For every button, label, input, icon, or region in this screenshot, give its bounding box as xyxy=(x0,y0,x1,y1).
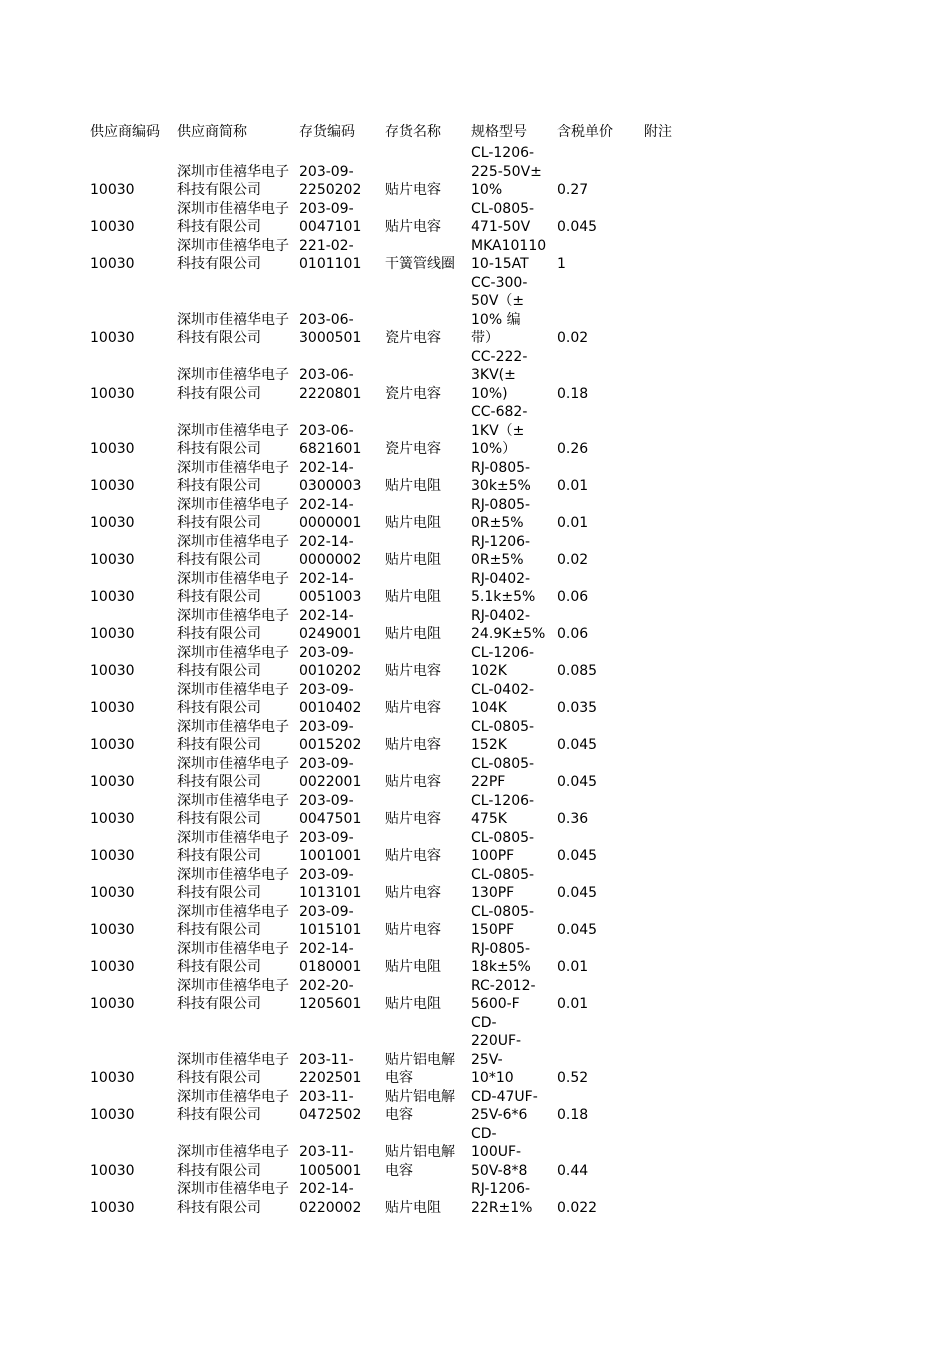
inventory-code-cell: 202-14- 0051003 xyxy=(299,570,362,605)
inventory-name-cell: 瓷片电容 xyxy=(385,385,441,402)
unit-price-cell: 0.045 xyxy=(557,885,598,901)
table-row xyxy=(90,1180,724,1217)
inventory-code-cell: 203-09- 0010202 xyxy=(299,644,362,679)
supplier-code-cell: 10030 xyxy=(90,700,135,716)
table-row xyxy=(90,681,724,718)
unit-price-cell: 0.02 xyxy=(557,552,589,568)
spec-model-cell: RJ-1206- 0R±5% xyxy=(471,533,531,568)
inventory-name-cell: 贴片铝电解 电容 xyxy=(385,1088,455,1123)
unit-price-cell: 0.045 xyxy=(557,922,598,938)
header-spec-model: 规格型号 xyxy=(471,124,527,140)
inventory-code-cell: 202-14- 0300003 xyxy=(299,459,362,494)
inventory-name-cell: 贴片电容 xyxy=(385,885,441,901)
table-row xyxy=(90,144,724,200)
unit-price-cell: 0.36 xyxy=(557,811,589,827)
inventory-code-cell: 203-09- 0047101 xyxy=(299,200,362,235)
inventory-name-cell: 贴片电阻 xyxy=(385,478,441,494)
inventory-code-cell: 203-11- 1005001 xyxy=(299,1144,362,1179)
inventory-code-cell: 202-14- 0220002 xyxy=(299,1181,362,1216)
inventory-name-cell: 干簧管线圈 xyxy=(385,256,455,272)
supplier-code-cell: 10030 xyxy=(90,885,135,901)
table-row xyxy=(90,403,724,459)
inventory-name-cell: 瓷片电容 xyxy=(385,330,441,346)
supplier-code-cell: 10030 xyxy=(90,330,135,346)
supplier-code-cell: 10030 xyxy=(90,1070,135,1086)
inventory-code-cell: 203-06- 3000501 xyxy=(299,311,362,346)
table-row xyxy=(90,644,724,681)
table-header xyxy=(90,122,724,144)
supplier-code-cell: 10030 xyxy=(90,737,135,753)
spec-model-cell: CL-0805- 130PF xyxy=(471,866,535,901)
supplier-name-cell: 深圳市佳禧华电子 科技有限公司 xyxy=(177,607,289,642)
unit-price-cell: 0.06 xyxy=(557,626,589,642)
table-row xyxy=(90,570,724,607)
inventory-code-cell: 202-14- 0000002 xyxy=(299,533,362,568)
supplier-code-cell: 10030 xyxy=(90,774,135,790)
table-row xyxy=(90,1088,724,1125)
supplier-code-cell: 10030 xyxy=(90,478,135,494)
unit-price-cell: 0.045 xyxy=(557,737,598,753)
unit-price-cell: 0.085 xyxy=(557,663,598,679)
unit-price-cell: 0.045 xyxy=(557,219,598,235)
unit-price-cell: 0.02 xyxy=(557,330,589,346)
spec-model-cell: CL-0402- 104K xyxy=(471,681,535,716)
unit-price-cell: 0.01 xyxy=(557,515,589,531)
inventory-name-cell: 贴片电阻 xyxy=(385,996,441,1012)
supplier-name-cell: 深圳市佳禧华电子 科技有限公司 xyxy=(177,459,289,494)
table-row xyxy=(90,459,724,496)
unit-price-cell: 0.27 xyxy=(557,182,589,198)
unit-price-cell: 0.52 xyxy=(557,1070,589,1086)
supplier-name-cell: 深圳市佳禧华电子 科技有限公司 xyxy=(177,1051,289,1086)
supplier-name-cell: 深圳市佳禧华电子 科技有限公司 xyxy=(177,940,289,975)
supplier-name-cell: 深圳市佳禧华电子 科技有限公司 xyxy=(177,903,289,938)
supplier-code-cell: 10030 xyxy=(90,589,135,605)
unit-price-cell: 0.01 xyxy=(557,996,589,1012)
supplier-name-cell: 深圳市佳禧华电子 科技有限公司 xyxy=(177,311,289,346)
supplier-code-cell: 10030 xyxy=(90,922,135,938)
supplier-name-cell: 深圳市佳禧华电子 科技有限公司 xyxy=(177,163,289,198)
inventory-code-cell: 203-09- 1013101 xyxy=(299,866,362,901)
table-row xyxy=(90,496,724,533)
supplier-name-cell: 深圳市佳禧华电子 科技有限公司 xyxy=(177,829,289,864)
inventory-name-cell: 贴片电容 xyxy=(385,848,441,864)
table-row xyxy=(90,940,724,977)
spec-model-cell: CL-0805- 471-50V xyxy=(471,200,535,235)
spec-model-cell: CL-1206- 475K xyxy=(471,792,535,827)
supplier-name-cell: 深圳市佳禧华电子 科技有限公司 xyxy=(177,1181,289,1216)
supplier-name-cell: 深圳市佳禧华电子 科技有限公司 xyxy=(177,200,289,235)
inventory-code-cell: 203-09- 0015202 xyxy=(299,718,362,753)
spec-model-cell: CL-0805- 100PF xyxy=(471,829,535,864)
inventory-code-cell: 203-09- 2250202 xyxy=(299,163,362,198)
table-row xyxy=(90,977,724,1014)
inventory-name-cell: 贴片电容 xyxy=(385,700,441,716)
supplier-name-cell: 深圳市佳禧华电子 科技有限公司 xyxy=(177,644,289,679)
spec-model-cell: CC-682- 1KV（± 10%） xyxy=(471,404,528,457)
header-note: 附注 xyxy=(644,124,672,140)
unit-price-cell: 0.01 xyxy=(557,959,589,975)
inventory-code-cell: 203-06- 6821601 xyxy=(299,422,362,457)
unit-price-cell: 0.045 xyxy=(557,774,598,790)
supplier-name-cell: 深圳市佳禧华电子 科技有限公司 xyxy=(177,1088,289,1123)
spec-model-cell: CL-0805- 22PF xyxy=(471,755,535,790)
spec-model-cell: CC-300- 50V（± 10% 编 带） xyxy=(471,274,528,346)
table-row xyxy=(90,755,724,792)
inventory-code-cell: 203-06- 2220801 xyxy=(299,367,362,402)
inventory-name-cell: 贴片电容 xyxy=(385,922,441,938)
supplier-name-cell: 深圳市佳禧华电子 科技有限公司 xyxy=(177,1144,289,1179)
table-row xyxy=(90,1125,724,1181)
inventory-code-cell: 203-09- 1001001 xyxy=(299,829,362,864)
unit-price-cell: 0.06 xyxy=(557,589,589,605)
inventory-name-cell: 贴片电阻 xyxy=(385,1199,441,1216)
inventory-code-cell: 202-14- 0000001 xyxy=(299,496,362,531)
inventory-name-cell: 贴片电阻 xyxy=(385,515,441,531)
supplier-code-cell: 10030 xyxy=(90,219,135,235)
spec-model-cell: CD-47UF- 25V-6*6 xyxy=(471,1088,538,1123)
supplier-code-cell: 10030 xyxy=(90,959,135,975)
inventory-code-cell: 202-14- 0180001 xyxy=(299,940,362,975)
unit-price-cell: 0.022 xyxy=(557,1199,598,1216)
supplier-name-cell: 深圳市佳禧华电子 科技有限公司 xyxy=(177,570,289,605)
header-supplier-name: 供应商简称 xyxy=(177,124,247,140)
inventory-code-cell: 202-20- 1205601 xyxy=(299,977,362,1012)
header-inventory-name: 存货名称 xyxy=(385,124,441,140)
supplier-name-cell: 深圳市佳禧华电子 科技有限公司 xyxy=(177,367,289,402)
supplier-code-cell: 10030 xyxy=(90,385,135,402)
inventory-name-cell: 贴片电容 xyxy=(385,737,441,753)
spec-model-cell: CD- 220UF- 25V- 10*10 xyxy=(471,1014,522,1086)
spec-model-cell: RJ-0402- 5.1k±5% xyxy=(471,570,536,605)
unit-price-cell: 0.18 xyxy=(557,1107,589,1123)
unit-price-cell: 0.26 xyxy=(557,441,589,457)
supplier-name-cell: 深圳市佳禧华电子 科技有限公司 xyxy=(177,496,289,531)
table-row xyxy=(90,274,724,348)
unit-price-cell: 0.18 xyxy=(557,385,589,402)
inventory-code-cell: 202-14- 0249001 xyxy=(299,607,362,642)
inventory-name-cell: 贴片电容 xyxy=(385,811,441,827)
inventory-name-cell: 贴片电阻 xyxy=(385,589,441,605)
spec-model-cell: CL-0805- 152K xyxy=(471,718,535,753)
supplier-code-cell: 10030 xyxy=(90,515,135,531)
spec-model-cell: CL-0805- 150PF xyxy=(471,903,535,938)
spec-model-cell: CD- 100UF- 50V-8*8 xyxy=(471,1125,528,1179)
unit-price-cell: 0.44 xyxy=(557,1162,589,1179)
inventory-name-cell: 贴片电容 xyxy=(385,774,441,790)
inventory-name-cell: 贴片电阻 xyxy=(385,552,441,568)
table-row xyxy=(90,1014,724,1088)
spec-model-cell: RJ-0805- 18k±5% xyxy=(471,940,531,975)
supplier-code-cell: 10030 xyxy=(90,182,135,198)
table-row xyxy=(90,237,724,274)
table-body xyxy=(90,144,724,1217)
inventory-name-cell: 贴片铝电解 电容 xyxy=(385,1051,455,1086)
supplier-name-cell: 深圳市佳禧华电子 科技有限公司 xyxy=(177,681,289,716)
spec-model-cell: CL-1206- 102K xyxy=(471,644,535,679)
table-row xyxy=(90,533,724,570)
inventory-name-cell: 贴片电阻 xyxy=(385,626,441,642)
price-table xyxy=(90,122,724,1217)
table-row xyxy=(90,348,724,404)
supplier-name-cell: 深圳市佳禧华电子 科技有限公司 xyxy=(177,977,289,1012)
inventory-code-cell: 203-09- 0010402 xyxy=(299,681,362,716)
inventory-name-cell: 贴片铝电解 电容 xyxy=(385,1144,455,1179)
unit-price-cell: 0.01 xyxy=(557,478,589,494)
inventory-code-cell: 203-09- 0022001 xyxy=(299,755,362,790)
table-row xyxy=(90,718,724,755)
unit-price-cell: 0.035 xyxy=(557,700,598,716)
inventory-name-cell: 贴片电容 xyxy=(385,663,441,679)
supplier-code-cell: 10030 xyxy=(90,441,135,457)
supplier-name-cell: 深圳市佳禧华电子 科技有限公司 xyxy=(177,533,289,568)
supplier-code-cell: 10030 xyxy=(90,663,135,679)
supplier-name-cell: 深圳市佳禧华电子 科技有限公司 xyxy=(177,792,289,827)
table-row xyxy=(90,903,724,940)
supplier-name-cell: 深圳市佳禧华电子 科技有限公司 xyxy=(177,237,289,272)
supplier-code-cell: 10030 xyxy=(90,996,135,1012)
supplier-name-cell: 深圳市佳禧华电子 科技有限公司 xyxy=(177,718,289,753)
supplier-code-cell: 10030 xyxy=(90,552,135,568)
inventory-code-cell: 203-11- 2202501 xyxy=(299,1051,362,1086)
supplier-code-cell: 10030 xyxy=(90,1107,135,1123)
supplier-code-cell: 10030 xyxy=(90,1199,135,1216)
inventory-code-cell: 221-02- 0101101 xyxy=(299,237,362,272)
table-row xyxy=(90,607,724,644)
inventory-name-cell: 贴片电容 xyxy=(385,219,441,235)
table-row xyxy=(90,866,724,903)
supplier-code-cell: 10030 xyxy=(90,626,135,642)
table-row xyxy=(90,200,724,237)
inventory-name-cell: 贴片电阻 xyxy=(385,959,441,975)
supplier-name-cell: 深圳市佳禧华电子 科技有限公司 xyxy=(177,422,289,457)
supplier-code-cell: 10030 xyxy=(90,811,135,827)
spec-model-cell: CL-1206- 225-50V± 10% xyxy=(471,145,542,198)
supplier-code-cell: 10030 xyxy=(90,1162,135,1179)
spec-model-cell: CC-222- 3KV(± 10%) xyxy=(471,348,528,402)
spec-model-cell: RJ-1206- 22R±1% xyxy=(471,1181,533,1216)
inventory-code-cell: 203-09- 0047501 xyxy=(299,792,362,827)
supplier-name-cell: 深圳市佳禧华电子 科技有限公司 xyxy=(177,755,289,790)
spec-model-cell: RC-2012- 5600-F xyxy=(471,977,536,1012)
spec-model-cell: RJ-0805- 30k±5% xyxy=(471,459,531,494)
inventory-code-cell: 203-09- 1015101 xyxy=(299,903,362,938)
header-supplier-code: 供应商编码 xyxy=(90,124,160,140)
table-row xyxy=(90,792,724,829)
spec-model-cell: RJ-0805- 0R±5% xyxy=(471,496,531,531)
inventory-name-cell: 瓷片电容 xyxy=(385,441,441,457)
unit-price-cell: 0.045 xyxy=(557,848,598,864)
supplier-code-cell: 10030 xyxy=(90,256,135,272)
table-row xyxy=(90,829,724,866)
supplier-code-cell: 10030 xyxy=(90,848,135,864)
supplier-name-cell: 深圳市佳禧华电子 科技有限公司 xyxy=(177,866,289,901)
spec-model-cell: MKA10110 10-15AT xyxy=(471,237,547,272)
unit-price-cell: 1 xyxy=(557,256,566,272)
inventory-code-cell: 203-11- 0472502 xyxy=(299,1088,362,1123)
inventory-name-cell: 贴片电容 xyxy=(385,182,441,198)
header-inventory-code: 存货编码 xyxy=(299,124,355,140)
header-unit-price: 含税单价 xyxy=(557,124,613,140)
spec-model-cell: RJ-0402- 24.9K±5% xyxy=(471,607,546,642)
